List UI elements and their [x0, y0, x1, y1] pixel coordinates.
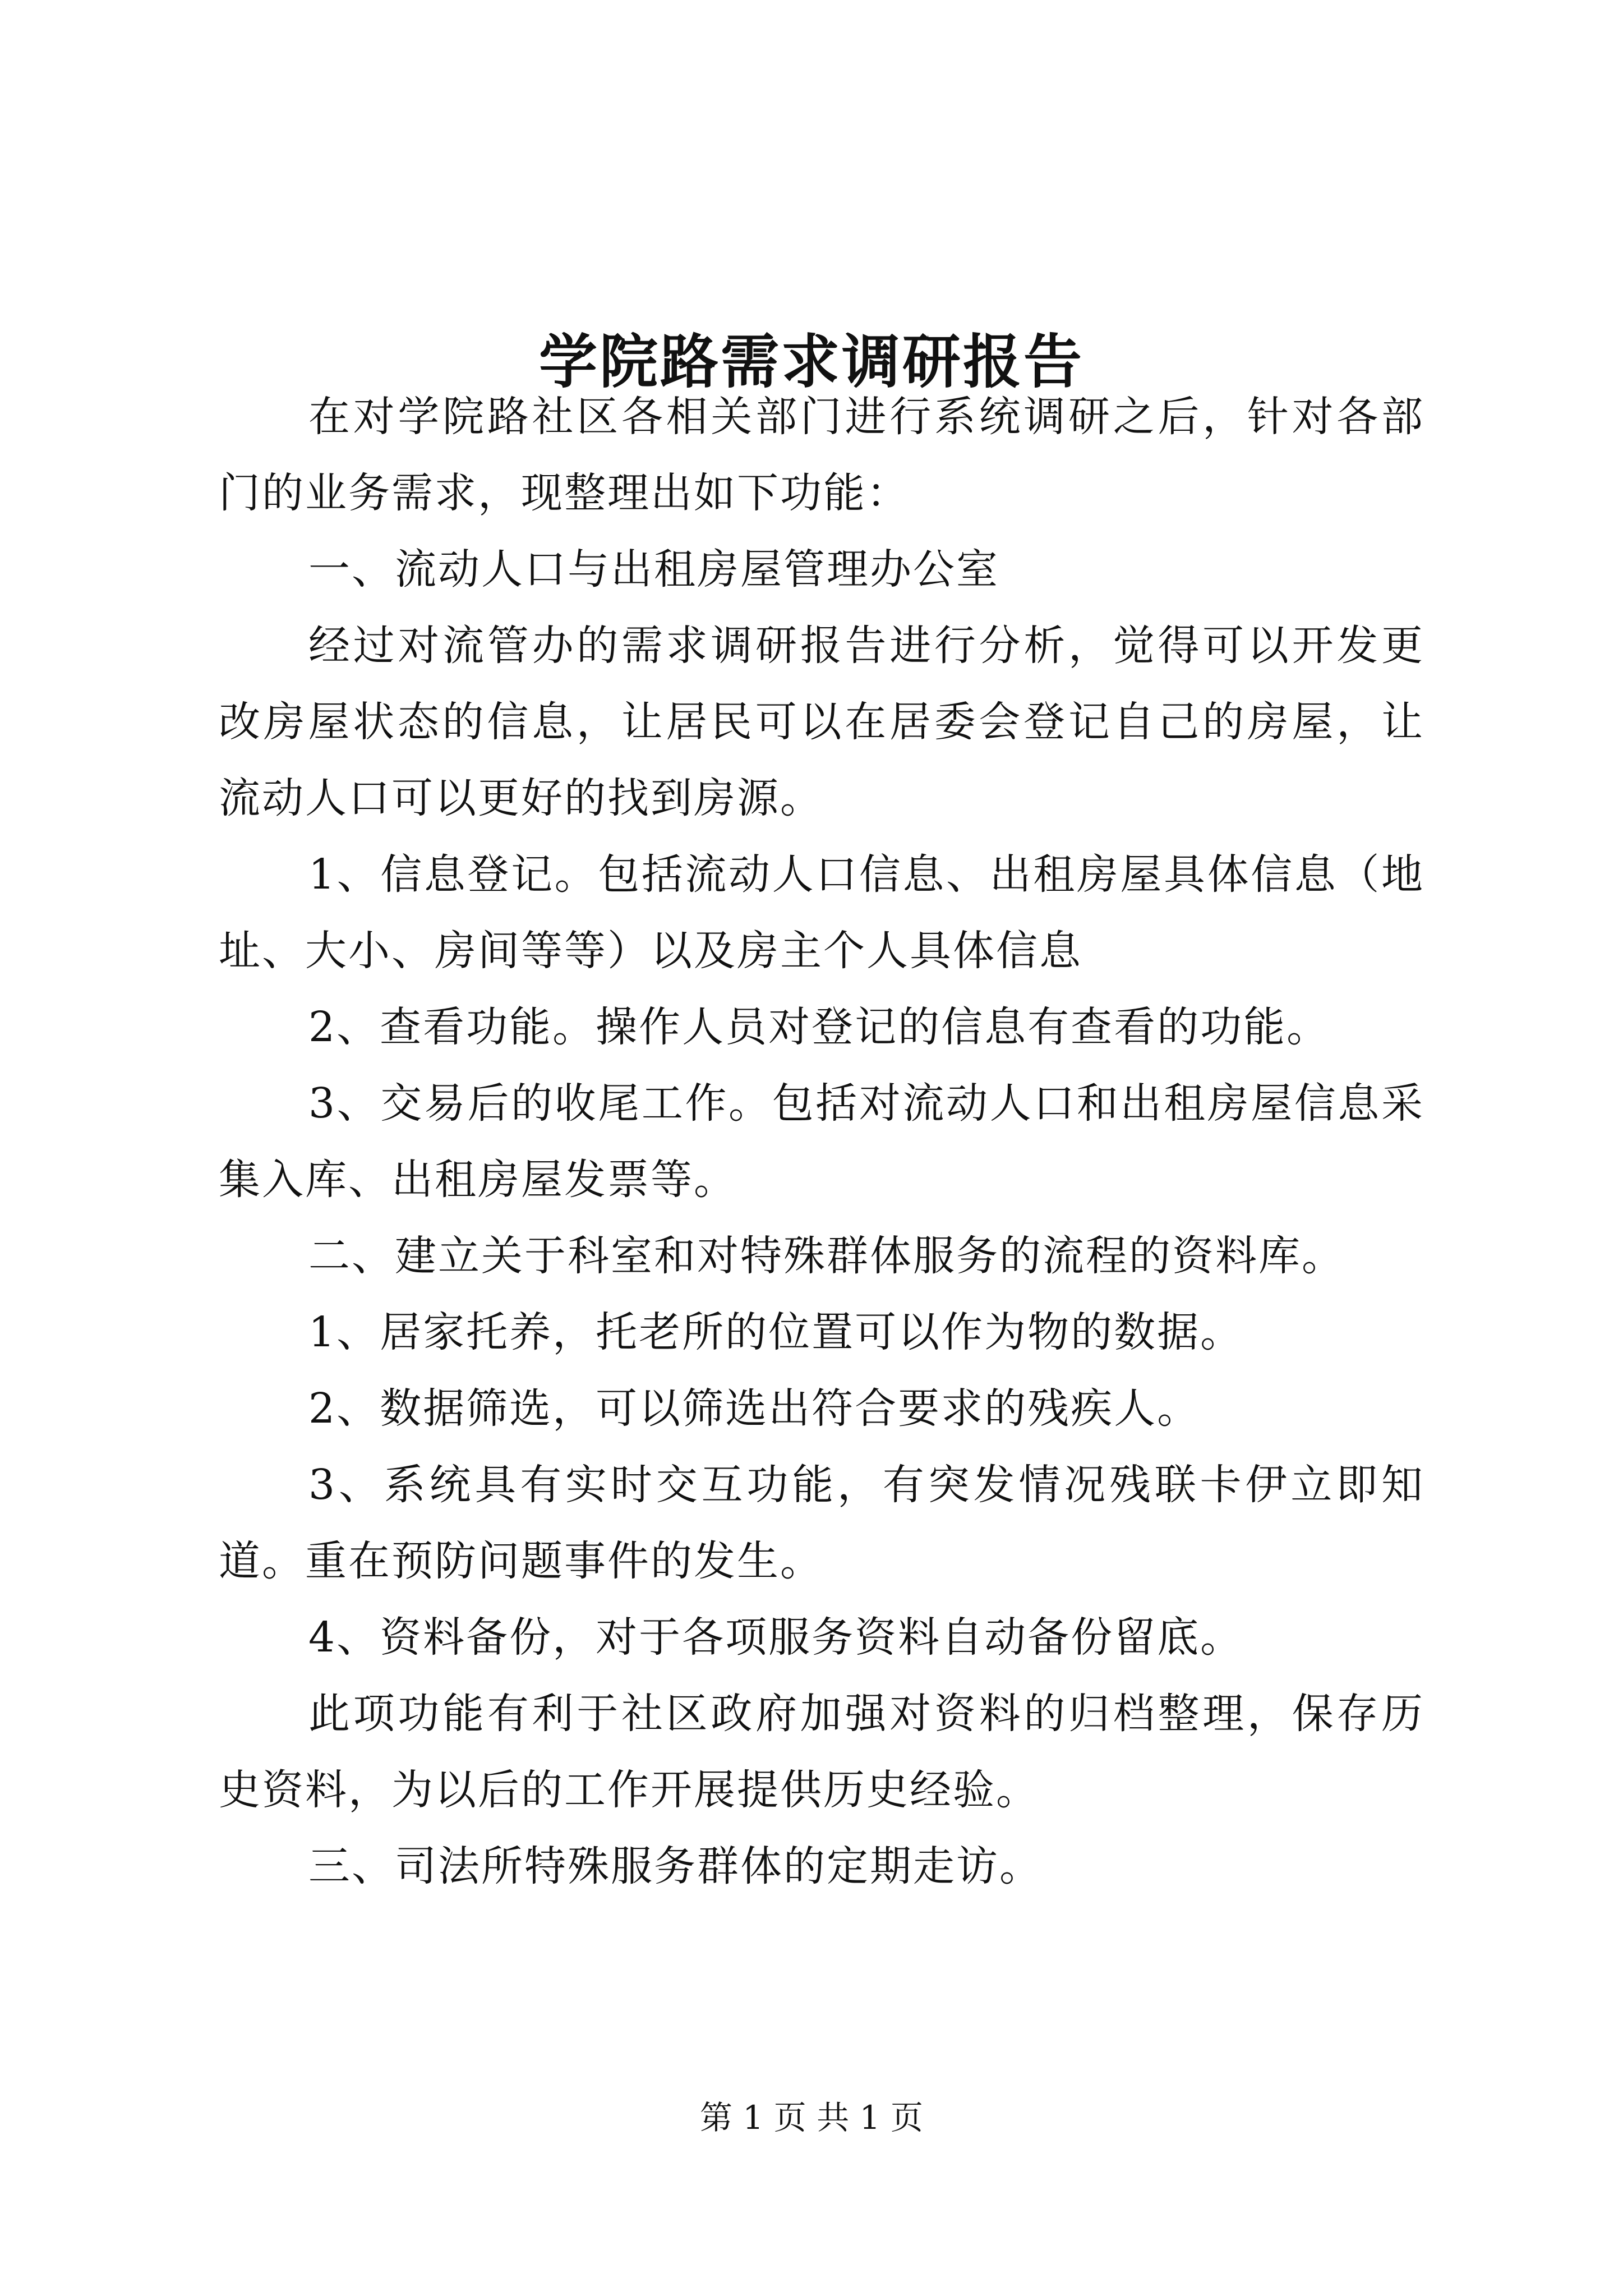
- section-heading: 二、建立关于科室和对特殊群体服务的流程的资料库。: [308, 1232, 1345, 1280]
- list-item: 1、信息登记。包括流动人口信息、出租房屋具体信息（地址、大小、房间等等）以及房主个人具体信息: [219, 850, 1424, 975]
- list-item: 3、交易后的收尾工作。包括对流动人口和出租房屋信息采集入库、出租房屋发票等。: [219, 1079, 1424, 1204]
- section-heading: 一、流动人口与出租房屋管理办公室: [308, 545, 999, 593]
- paragraph: 经过对流管办的需求调研报告进行分析，觉得可以开发更改房屋状态的信息，让居民可以在居委会登记自己的房屋，让流动人口可以更好的找到房源。: [219, 622, 1424, 822]
- page-footer: 第 1 页 共 1 页: [700, 2099, 923, 2137]
- list-item: 2、查看功能。操作人员对登记的信息有查看的功能。: [308, 1003, 1330, 1051]
- paragraph: 在对学院路社区各相关部门进行系统调研之后，针对各部门的业务需求，现整理出如下功能：: [219, 393, 1424, 517]
- list-item: 1、居家托养，托老所的位置可以作为物的数据。: [308, 1308, 1244, 1356]
- list-item: 2、数据筛选，可以筛选出符合要求的残疾人。: [308, 1384, 1201, 1433]
- paragraph: 此项功能有利于社区政府加强对资料的归档整理，保存历史资料，为以后的工作开展提供历史经验。: [219, 1690, 1424, 1814]
- list-item: 3、系统具有实时交互功能，有突发情况残联卡伊立即知道。重在预防问题事件的发生。: [219, 1461, 1424, 1585]
- section-heading: 三、司法所特殊服务群体的定期走访。: [308, 1842, 1043, 1890]
- document-title: 学院路需求调研报告: [538, 326, 1084, 396]
- list-item: 4、资料备份，对于各项服务资料自动备份留底。: [308, 1613, 1244, 1662]
- document-body: [219, 379, 1424, 1904]
